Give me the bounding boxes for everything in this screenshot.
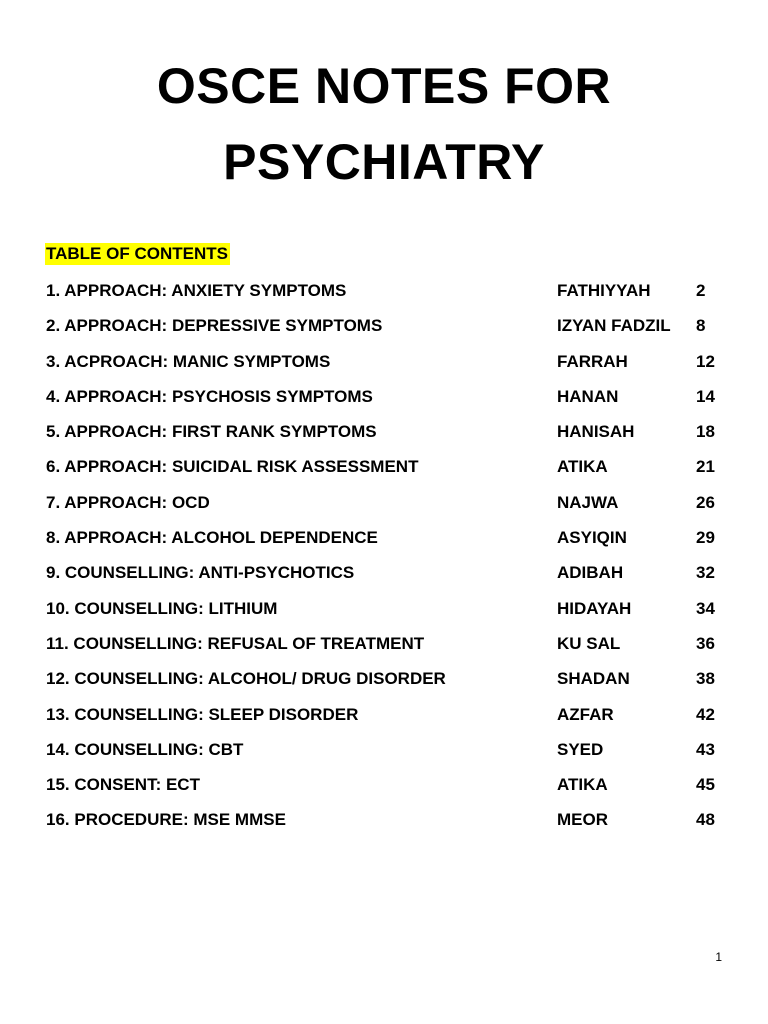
toc-entry-author: SYED xyxy=(557,739,604,759)
toc-heading: TABLE OF CONTENTS xyxy=(46,244,228,263)
toc-entry-author: KU SAL xyxy=(557,633,621,653)
toc-entry-author: MEOR xyxy=(557,810,608,830)
toc-entry-page: 29 xyxy=(696,528,715,548)
toc-entry-title: 9. COUNSELLING: ANTI-PSYCHOTICS xyxy=(46,563,355,583)
toc-entry-title: 1. APPROACH: ANXIETY SYMPTOMS xyxy=(46,281,347,300)
toc-entry-page: 38 xyxy=(696,669,715,689)
toc-row xyxy=(46,739,736,774)
toc-row xyxy=(46,668,736,703)
toc-entry-title: 13. COUNSELLING: SLEEP DISORDER xyxy=(46,704,359,724)
toc-entry-page: 43 xyxy=(696,739,715,759)
page-title xyxy=(0,48,768,200)
toc-entry-page: 42 xyxy=(696,704,715,724)
toc-row xyxy=(46,421,736,456)
toc-entry-author: ADIBAH xyxy=(557,563,624,583)
toc-row xyxy=(46,456,736,491)
toc-entry-author: HIDAYAH xyxy=(557,598,632,618)
toc-entry-title: 5. APPROACH: FIRST RANK SYMPTOMS xyxy=(46,422,377,442)
toc-entry-page: 8 xyxy=(696,316,706,336)
toc-row xyxy=(46,598,736,633)
toc-entry-title: 16. PROCEDURE: MSE MMSE xyxy=(46,810,286,830)
toc-row xyxy=(46,351,736,386)
toc-entry-author: FARRAH xyxy=(557,351,628,371)
toc-entry-page: 36 xyxy=(696,633,715,653)
toc-entry-title: 14. COUNSELLING: CBT xyxy=(46,739,244,759)
toc-entry-page: 34 xyxy=(696,598,715,618)
toc-entry-page: 12 xyxy=(696,351,715,371)
toc-entry-page: 14 xyxy=(696,386,715,406)
toc-entry-title: 3. ACPROACH: MANIC SYMPTOMS xyxy=(46,351,331,371)
toc-entry-author: SHADAN xyxy=(557,669,630,689)
toc-entry-title: 12. COUNSELLING: ALCOHOL/ DRUG DISORDER xyxy=(46,669,446,689)
toc-entry-page: 21 xyxy=(696,457,715,477)
toc-entry-title: 10. COUNSELLING: LITHIUM xyxy=(46,598,278,618)
toc-entry-author: IZYAN FADZIL xyxy=(557,316,671,336)
toc-entry-author: ATIKA xyxy=(557,457,608,477)
toc-row xyxy=(46,386,736,421)
toc-entry-page: 2 xyxy=(696,281,706,300)
toc-row xyxy=(46,562,736,597)
toc-entry-title: 7. APPROACH: OCD xyxy=(46,492,210,512)
toc-entry-author: HANAN xyxy=(557,386,619,406)
page-title-line-1: OSCE NOTES FOR xyxy=(156,58,612,114)
toc-entry-title: 2. APPROACH: DEPRESSIVE SYMPTOMS xyxy=(46,316,383,336)
toc-row xyxy=(46,492,736,527)
toc-entry-author: ATIKA xyxy=(557,775,608,795)
toc-entry-page: 18 xyxy=(696,422,715,442)
toc-entry-author: ASYIQIN xyxy=(557,528,627,548)
toc-row xyxy=(46,704,736,739)
toc-row xyxy=(46,527,736,562)
toc-entry-page: 45 xyxy=(696,775,715,795)
toc-entry-author: FATHIYYAH xyxy=(557,281,651,300)
toc-entry-author: HANISAH xyxy=(557,422,635,442)
toc-row xyxy=(46,809,736,844)
toc-entry-title: 6. APPROACH: SUICIDAL RISK ASSESSMENT xyxy=(46,457,419,477)
toc-row xyxy=(46,315,736,350)
toc-entry-page: 48 xyxy=(696,810,715,830)
toc-row xyxy=(46,774,736,809)
toc-row xyxy=(46,633,736,668)
toc-entry-title: 4. APPROACH: PSYCHOSIS SYMPTOMS xyxy=(46,386,373,406)
toc-entry-page: 32 xyxy=(696,563,715,583)
page-number: 1 xyxy=(715,950,722,964)
toc-entry-title: 8. APPROACH: ALCOHOL DEPENDENCE xyxy=(46,528,378,548)
toc-entry-page: 26 xyxy=(696,492,715,512)
toc-entry-title: 11. COUNSELLING: REFUSAL OF TREATMENT xyxy=(46,633,425,653)
toc-entry-author: NAJWA xyxy=(557,492,619,512)
page-title-line-2: PSYCHIATRY xyxy=(223,134,545,190)
toc-entry-title: 15. CONSENT: ECT xyxy=(46,775,200,795)
toc-list xyxy=(46,280,736,845)
toc-row xyxy=(46,280,736,315)
toc-entry-author: AZFAR xyxy=(557,704,614,724)
